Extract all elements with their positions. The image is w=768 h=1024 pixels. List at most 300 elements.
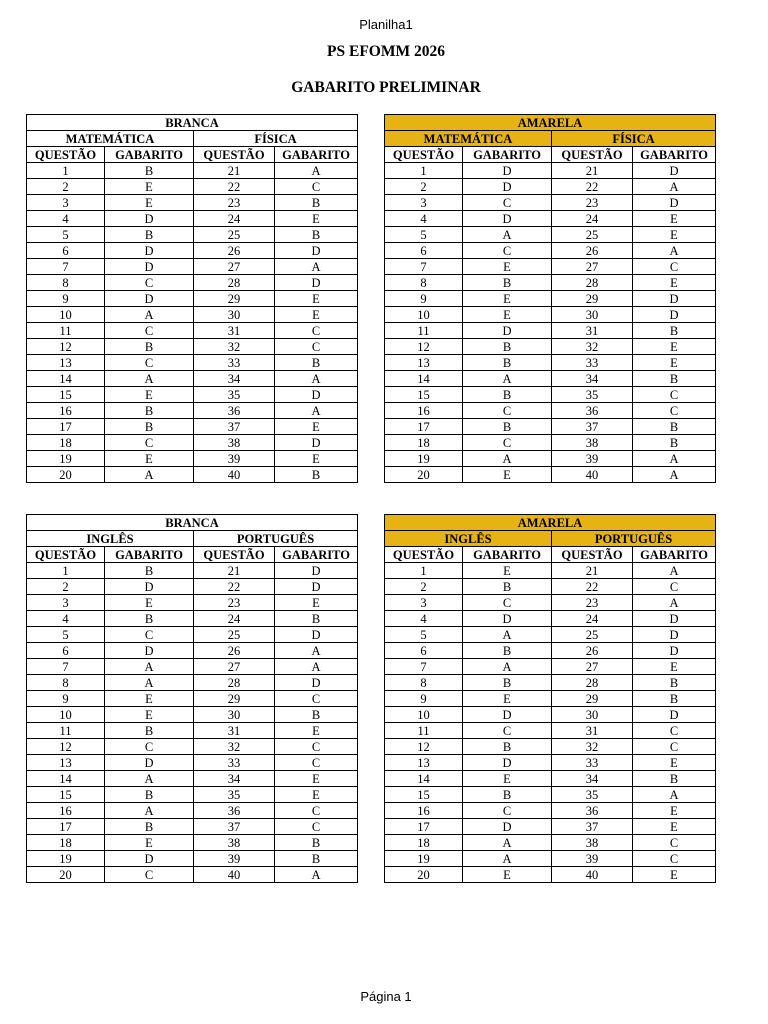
question-number-cell: 14 xyxy=(385,771,463,787)
question-number-cell: 8 xyxy=(385,275,463,291)
table-row xyxy=(385,835,716,851)
question-number-cell: 6 xyxy=(27,643,105,659)
question-number-cell: 29 xyxy=(194,291,275,307)
question-number-cell: 13 xyxy=(385,355,463,371)
table-row xyxy=(27,291,358,307)
answer-cell: C xyxy=(275,755,358,771)
question-number-cell: 31 xyxy=(552,323,633,339)
question-number-cell: 1 xyxy=(385,163,463,179)
question-number-cell: 12 xyxy=(27,739,105,755)
column-header: QUESTÃO xyxy=(194,547,275,563)
table-row xyxy=(27,563,358,579)
answer-cell: E xyxy=(275,307,358,323)
question-number-cell: 11 xyxy=(27,723,105,739)
subject-header: PORTUGUÊS xyxy=(552,531,716,547)
column-header: QUESTÃO xyxy=(385,147,463,163)
question-number-cell: 36 xyxy=(552,803,633,819)
question-number-cell: 16 xyxy=(385,403,463,419)
answer-cell: C xyxy=(105,867,194,883)
table-row xyxy=(27,179,358,195)
question-number-cell: 2 xyxy=(385,179,463,195)
table-row xyxy=(27,595,358,611)
table-row xyxy=(385,227,716,243)
answer-cell: E xyxy=(105,595,194,611)
question-number-cell: 36 xyxy=(552,403,633,419)
question-number-cell: 2 xyxy=(385,579,463,595)
question-number-cell: 18 xyxy=(385,435,463,451)
answer-cell: B xyxy=(463,643,552,659)
question-number-cell: 25 xyxy=(194,227,275,243)
question-number-cell: 2 xyxy=(27,579,105,595)
table-row xyxy=(385,339,716,355)
answer-cell: E xyxy=(633,355,716,371)
answer-cell: D xyxy=(275,675,358,691)
question-number-cell: 37 xyxy=(552,419,633,435)
question-number-cell: 23 xyxy=(552,595,633,611)
answer-cell: E xyxy=(633,211,716,227)
answer-cell: B xyxy=(463,387,552,403)
question-number-cell: 7 xyxy=(385,259,463,275)
answer-cell: C xyxy=(105,355,194,371)
answer-cell: B xyxy=(275,835,358,851)
question-number-cell: 22 xyxy=(194,579,275,595)
table-row xyxy=(27,387,358,403)
table-row xyxy=(385,243,716,259)
question-number-cell: 21 xyxy=(552,563,633,579)
question-number-cell: 33 xyxy=(194,355,275,371)
table-row xyxy=(27,787,358,803)
question-number-cell: 10 xyxy=(27,707,105,723)
answer-cell: A xyxy=(105,371,194,387)
question-number-cell: 22 xyxy=(552,179,633,195)
question-number-cell: 7 xyxy=(27,659,105,675)
answer-cell: E xyxy=(275,595,358,611)
question-number-cell: 30 xyxy=(194,707,275,723)
table-row xyxy=(27,659,358,675)
question-number-cell: 38 xyxy=(552,435,633,451)
table-row xyxy=(385,675,716,691)
column-header: GABARITO xyxy=(463,147,552,163)
answer-cell: E xyxy=(463,771,552,787)
answer-cell: A xyxy=(463,835,552,851)
answer-cell: A xyxy=(463,851,552,867)
table-row xyxy=(385,755,716,771)
answer-cell: A xyxy=(463,627,552,643)
question-number-cell: 30 xyxy=(194,307,275,323)
version-header: AMARELA xyxy=(385,115,716,131)
question-number-cell: 12 xyxy=(385,739,463,755)
subject-header: PORTUGUÊS xyxy=(194,531,358,547)
question-number-cell: 31 xyxy=(552,723,633,739)
question-number-cell: 15 xyxy=(27,787,105,803)
question-number-cell: 20 xyxy=(385,467,463,483)
answer-cell: C xyxy=(633,835,716,851)
question-number-cell: 8 xyxy=(27,275,105,291)
question-number-cell: 20 xyxy=(27,867,105,883)
answer-cell: B xyxy=(275,707,358,723)
subject-header: FÍSICA xyxy=(194,131,358,147)
question-number-cell: 6 xyxy=(385,243,463,259)
question-number-cell: 9 xyxy=(27,691,105,707)
table-row xyxy=(385,163,716,179)
answer-cell: D xyxy=(463,323,552,339)
table-row xyxy=(385,323,716,339)
question-number-cell: 31 xyxy=(194,723,275,739)
question-number-cell: 22 xyxy=(552,579,633,595)
answer-cell: C xyxy=(105,627,194,643)
table-row xyxy=(385,739,716,755)
question-number-cell: 37 xyxy=(194,419,275,435)
question-number-cell: 28 xyxy=(194,675,275,691)
answer-cell: D xyxy=(463,211,552,227)
table-row xyxy=(27,195,358,211)
question-number-cell: 18 xyxy=(385,835,463,851)
answer-cell: E xyxy=(105,179,194,195)
question-number-cell: 31 xyxy=(194,323,275,339)
question-number-cell: 32 xyxy=(552,339,633,355)
question-number-cell: 15 xyxy=(385,787,463,803)
answer-cell: C xyxy=(463,595,552,611)
answer-cell: D xyxy=(105,211,194,227)
question-number-cell: 5 xyxy=(27,227,105,243)
answer-cell: A xyxy=(275,659,358,675)
question-number-cell: 19 xyxy=(27,851,105,867)
answer-cell: E xyxy=(463,563,552,579)
question-number-cell: 8 xyxy=(385,675,463,691)
table-branca-ingles-portugues xyxy=(26,514,358,883)
question-number-cell: 4 xyxy=(27,611,105,627)
answer-cell: D xyxy=(275,627,358,643)
column-header: QUESTÃO xyxy=(552,147,633,163)
table-row xyxy=(385,771,716,787)
column-header: GABARITO xyxy=(463,547,552,563)
answer-cell: E xyxy=(633,755,716,771)
table-row xyxy=(27,579,358,595)
question-number-cell: 33 xyxy=(552,755,633,771)
page-footer: Página 1 xyxy=(360,989,412,1004)
answer-cell: E xyxy=(463,307,552,323)
question-number-cell: 39 xyxy=(194,851,275,867)
table-row xyxy=(27,259,358,275)
table-row xyxy=(27,339,358,355)
column-header: GABARITO xyxy=(275,547,358,563)
table-row xyxy=(27,739,358,755)
question-number-cell: 13 xyxy=(385,755,463,771)
answer-cell: A xyxy=(633,451,716,467)
question-number-cell: 19 xyxy=(27,451,105,467)
question-number-cell: 26 xyxy=(552,243,633,259)
question-number-cell: 7 xyxy=(385,659,463,675)
table-row xyxy=(385,467,716,483)
answer-cell: D xyxy=(105,259,194,275)
answer-cell: B xyxy=(463,739,552,755)
page-title: PS EFOMM 2026 xyxy=(327,43,445,60)
table-row xyxy=(385,259,716,275)
question-number-cell: 40 xyxy=(552,867,633,883)
question-number-cell: 17 xyxy=(385,819,463,835)
sheet-name: Planilha1 xyxy=(359,17,413,32)
table-row xyxy=(27,467,358,483)
question-number-cell: 26 xyxy=(194,243,275,259)
question-number-cell: 26 xyxy=(552,643,633,659)
answer-cell: B xyxy=(105,819,194,835)
column-header: GABARITO xyxy=(105,147,194,163)
question-number-cell: 11 xyxy=(27,323,105,339)
answer-cell: E xyxy=(275,211,358,227)
answer-cell: B xyxy=(105,163,194,179)
answer-cell: D xyxy=(105,291,194,307)
table-row xyxy=(27,451,358,467)
answer-cell: D xyxy=(633,307,716,323)
question-number-cell: 17 xyxy=(27,419,105,435)
answer-cell: A xyxy=(105,659,194,675)
question-number-cell: 11 xyxy=(385,723,463,739)
question-number-cell: 39 xyxy=(194,451,275,467)
answer-cell: D xyxy=(275,387,358,403)
answer-cell: A xyxy=(633,595,716,611)
answer-cell: D xyxy=(633,291,716,307)
question-number-cell: 38 xyxy=(194,435,275,451)
answer-cell: A xyxy=(105,467,194,483)
question-number-cell: 1 xyxy=(27,163,105,179)
table-row xyxy=(385,851,716,867)
answer-cell: C xyxy=(633,387,716,403)
answer-cell: E xyxy=(105,835,194,851)
question-number-cell: 9 xyxy=(385,691,463,707)
answer-cell: B xyxy=(633,435,716,451)
question-number-cell: 3 xyxy=(27,195,105,211)
question-number-cell: 39 xyxy=(552,451,633,467)
question-number-cell: 40 xyxy=(552,467,633,483)
table-row xyxy=(385,787,716,803)
table-row xyxy=(27,867,358,883)
table-row xyxy=(27,755,358,771)
answer-cell: A xyxy=(275,163,358,179)
table-row xyxy=(385,403,716,419)
table-row xyxy=(27,851,358,867)
subject-header: MATEMÁTICA xyxy=(385,131,552,147)
answer-cell: B xyxy=(463,339,552,355)
table-row xyxy=(27,371,358,387)
question-number-cell: 17 xyxy=(385,419,463,435)
question-number-cell: 28 xyxy=(194,275,275,291)
answer-cell: D xyxy=(275,563,358,579)
answer-cell: C xyxy=(105,739,194,755)
answer-cell: C xyxy=(275,339,358,355)
answer-cell: E xyxy=(275,771,358,787)
question-number-cell: 5 xyxy=(385,627,463,643)
table-row xyxy=(27,707,358,723)
answer-cell: A xyxy=(275,643,358,659)
question-number-cell: 30 xyxy=(552,707,633,723)
answer-cell: C xyxy=(105,323,194,339)
question-number-cell: 16 xyxy=(27,403,105,419)
question-number-cell: 34 xyxy=(552,371,633,387)
answer-cell: B xyxy=(105,611,194,627)
answer-cell: D xyxy=(105,243,194,259)
answer-cell: A xyxy=(633,787,716,803)
table-row xyxy=(385,195,716,211)
table-row xyxy=(385,307,716,323)
answer-cell: C xyxy=(463,195,552,211)
question-number-cell: 28 xyxy=(552,275,633,291)
question-number-cell: 21 xyxy=(552,163,633,179)
question-number-cell: 3 xyxy=(385,595,463,611)
question-number-cell: 13 xyxy=(27,755,105,771)
table-row xyxy=(385,387,716,403)
question-number-cell: 9 xyxy=(385,291,463,307)
answer-cell: B xyxy=(275,195,358,211)
column-header: QUESTÃO xyxy=(194,147,275,163)
column-header: GABARITO xyxy=(275,147,358,163)
question-number-cell: 34 xyxy=(552,771,633,787)
question-number-cell: 1 xyxy=(27,563,105,579)
question-number-cell: 16 xyxy=(27,803,105,819)
table-row xyxy=(385,291,716,307)
answer-cell: A xyxy=(633,243,716,259)
answer-cell: C xyxy=(633,851,716,867)
table-row xyxy=(385,867,716,883)
question-number-cell: 27 xyxy=(552,259,633,275)
question-number-cell: 32 xyxy=(194,739,275,755)
answer-cell: B xyxy=(463,675,552,691)
table-row xyxy=(27,355,358,371)
question-number-cell: 29 xyxy=(552,291,633,307)
table-row xyxy=(27,275,358,291)
question-number-cell: 12 xyxy=(385,339,463,355)
question-number-cell: 6 xyxy=(27,243,105,259)
question-number-cell: 32 xyxy=(194,339,275,355)
answer-cell: E xyxy=(463,867,552,883)
question-number-cell: 18 xyxy=(27,435,105,451)
question-number-cell: 24 xyxy=(194,211,275,227)
answer-cell: C xyxy=(633,739,716,755)
answer-cell: B xyxy=(633,371,716,387)
answer-cell: E xyxy=(463,691,552,707)
question-number-cell: 22 xyxy=(194,179,275,195)
table-row xyxy=(27,723,358,739)
table-row xyxy=(27,163,358,179)
table-row xyxy=(385,435,716,451)
table-row xyxy=(27,691,358,707)
answer-cell: B xyxy=(105,563,194,579)
answer-cell: C xyxy=(463,435,552,451)
table-row xyxy=(27,675,358,691)
answer-cell: E xyxy=(105,691,194,707)
question-number-cell: 38 xyxy=(194,835,275,851)
answer-cell: D xyxy=(275,579,358,595)
answer-cell: A xyxy=(105,771,194,787)
answer-cell: B xyxy=(633,771,716,787)
table-row xyxy=(27,803,358,819)
table-row xyxy=(27,307,358,323)
answer-cell: C xyxy=(275,803,358,819)
table-row xyxy=(27,227,358,243)
question-number-cell: 6 xyxy=(385,643,463,659)
question-number-cell: 14 xyxy=(27,371,105,387)
answer-cell: B xyxy=(105,419,194,435)
answer-cell: D xyxy=(633,195,716,211)
question-number-cell: 27 xyxy=(194,259,275,275)
question-number-cell: 36 xyxy=(194,403,275,419)
answer-cell: E xyxy=(463,291,552,307)
answer-cell: A xyxy=(275,371,358,387)
table-row xyxy=(385,211,716,227)
answer-cell: D xyxy=(275,243,358,259)
answer-cell: E xyxy=(633,339,716,355)
table-row xyxy=(385,179,716,195)
table-row xyxy=(27,211,358,227)
answer-cell: B xyxy=(463,787,552,803)
answer-cell: C xyxy=(633,403,716,419)
table-row xyxy=(27,419,358,435)
table-row xyxy=(27,819,358,835)
question-number-cell: 7 xyxy=(27,259,105,275)
answer-cell: D xyxy=(275,435,358,451)
answer-cell: D xyxy=(463,163,552,179)
question-number-cell: 14 xyxy=(385,371,463,387)
column-header: QUESTÃO xyxy=(385,547,463,563)
question-number-cell: 38 xyxy=(552,835,633,851)
table-amarela-ingles-portugues xyxy=(384,514,716,883)
table-row xyxy=(27,323,358,339)
answer-cell: B xyxy=(633,419,716,435)
question-number-cell: 27 xyxy=(194,659,275,675)
answer-cell: D xyxy=(633,707,716,723)
answer-cell: B xyxy=(463,355,552,371)
answer-cell: C xyxy=(463,403,552,419)
question-number-cell: 35 xyxy=(194,787,275,803)
column-header: GABARITO xyxy=(633,547,716,563)
question-number-cell: 19 xyxy=(385,451,463,467)
question-number-cell: 2 xyxy=(27,179,105,195)
table-row xyxy=(385,355,716,371)
answer-cell: B xyxy=(275,611,358,627)
question-number-cell: 23 xyxy=(194,195,275,211)
table-row xyxy=(385,275,716,291)
question-number-cell: 35 xyxy=(552,787,633,803)
question-number-cell: 10 xyxy=(385,307,463,323)
question-number-cell: 17 xyxy=(27,819,105,835)
question-number-cell: 33 xyxy=(552,355,633,371)
version-header: BRANCA xyxy=(27,515,358,531)
answer-cell: B xyxy=(633,691,716,707)
version-header: BRANCA xyxy=(27,115,358,131)
table-row xyxy=(385,659,716,675)
answer-cell: A xyxy=(463,659,552,675)
answer-cell: B xyxy=(463,579,552,595)
answer-cell: A xyxy=(275,259,358,275)
answer-cell: B xyxy=(105,723,194,739)
answer-cell: D xyxy=(463,755,552,771)
answer-cell: E xyxy=(633,227,716,243)
table-row xyxy=(385,563,716,579)
table-row xyxy=(385,691,716,707)
answer-cell: E xyxy=(633,819,716,835)
answer-cell: B xyxy=(105,403,194,419)
question-number-cell: 20 xyxy=(385,867,463,883)
answer-cell: C xyxy=(275,739,358,755)
answer-cell: A xyxy=(105,803,194,819)
answer-cell: D xyxy=(275,275,358,291)
answer-cell: E xyxy=(275,291,358,307)
table-row xyxy=(385,803,716,819)
question-number-cell: 29 xyxy=(552,691,633,707)
question-number-cell: 5 xyxy=(385,227,463,243)
answer-cell: E xyxy=(633,803,716,819)
question-number-cell: 23 xyxy=(552,195,633,211)
answer-cell: D xyxy=(105,579,194,595)
